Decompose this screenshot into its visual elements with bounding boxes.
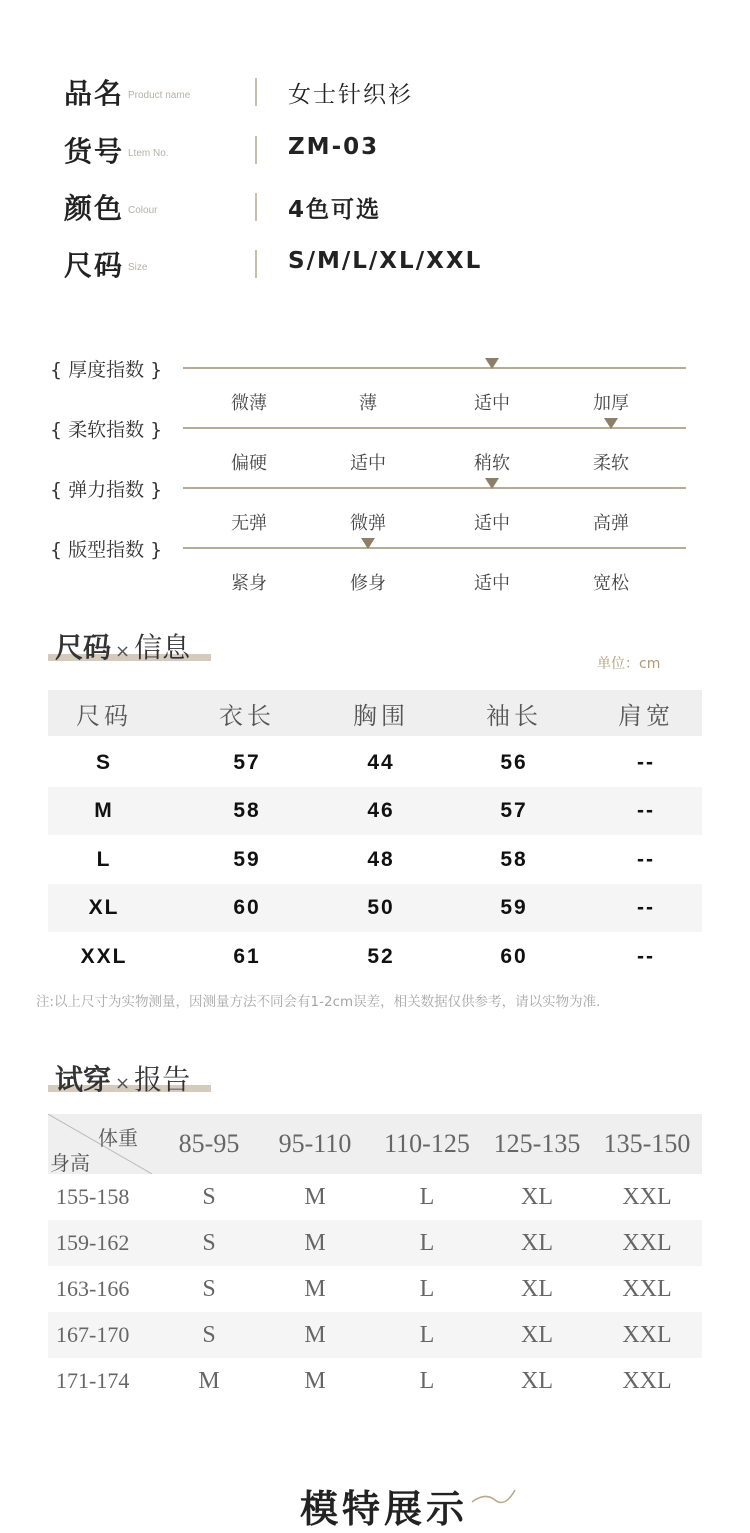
- table-cell: 56: [500, 751, 528, 774]
- weight-header: 85-95: [178, 1129, 240, 1158]
- index-row: [0, 415, 750, 475]
- table-cell: 61: [233, 945, 261, 968]
- table-cell: 58: [233, 799, 261, 822]
- index-marker-icon: [485, 358, 499, 369]
- info-row-colour: [0, 187, 750, 237]
- title-x: ×: [115, 641, 131, 662]
- size-cell: XXL: [622, 1275, 672, 1302]
- index-option: 微薄: [231, 393, 267, 414]
- height-cell: 167-170: [56, 1322, 130, 1347]
- index-option: 微弹: [350, 513, 386, 534]
- index-option: 高弹: [593, 513, 629, 534]
- index-row: [0, 475, 750, 535]
- info-row-item-no: [0, 130, 750, 180]
- info-label-en: Product name: [128, 90, 191, 101]
- index-option: 无弹: [231, 513, 267, 534]
- size-cell: S: [202, 1321, 216, 1348]
- table-cell: 58: [500, 848, 528, 871]
- divider: [255, 136, 257, 164]
- info-value: 4色可选: [288, 197, 382, 223]
- height-cell: 159-162: [56, 1230, 130, 1255]
- table-cell: 46: [367, 799, 395, 822]
- index-option: 修身: [350, 573, 386, 594]
- index-marker-icon: [361, 538, 375, 549]
- info-label: 货号: [64, 135, 125, 168]
- size-cell: L: [419, 1367, 435, 1394]
- table-cell: 52: [367, 945, 395, 968]
- unit-label: 单位：cm: [597, 656, 661, 672]
- table-cell: 60: [500, 945, 528, 968]
- table-cell: --: [637, 896, 655, 919]
- size-cell: XXL: [622, 1321, 672, 1348]
- size-cell: L: [419, 1183, 435, 1210]
- table-cell: 60: [233, 896, 261, 919]
- table-row: [48, 1312, 702, 1358]
- table-row: [48, 933, 702, 981]
- size-cell: S: [202, 1183, 216, 1210]
- column-header: 尺码: [76, 701, 132, 730]
- table-row: [48, 787, 702, 835]
- title-x: ×: [115, 1073, 131, 1094]
- index-marker-icon: [604, 418, 618, 429]
- index-option: 稍软: [474, 453, 510, 474]
- info-label: 颜色: [64, 192, 125, 225]
- size-cell: S: [202, 1275, 216, 1302]
- divider: [255, 78, 257, 106]
- size-cell: M: [304, 1183, 326, 1210]
- weight-header: 135-150: [603, 1129, 691, 1158]
- size-section-title: [55, 626, 190, 666]
- table-cell: --: [637, 799, 655, 822]
- index-option: 紧身: [231, 573, 267, 594]
- trial-section-title: [55, 1058, 190, 1098]
- table-cell: XL: [88, 896, 120, 919]
- index-scale-line: [183, 367, 686, 369]
- weight-header: 110-125: [384, 1129, 470, 1158]
- size-cell: L: [419, 1321, 435, 1348]
- table-cell: XXL: [80, 945, 128, 968]
- table-cell: --: [637, 848, 655, 871]
- size-cell: L: [419, 1275, 435, 1302]
- column-header: 衣长: [219, 701, 275, 730]
- size-cell: XL: [521, 1183, 553, 1210]
- table-cell: 48: [367, 848, 395, 871]
- index-option: 偏硬: [231, 453, 267, 474]
- column-header: 袖长: [486, 701, 542, 730]
- table-cell: 59: [500, 896, 528, 919]
- info-label-en: Colour: [128, 205, 158, 216]
- table-cell: 57: [500, 799, 528, 822]
- size-cell: L: [419, 1229, 435, 1256]
- info-value: 女士针织衫: [288, 82, 413, 108]
- trial-table-header: [48, 1114, 702, 1174]
- table-cell: --: [637, 945, 655, 968]
- index-label: { 版型指数 }: [50, 539, 163, 561]
- table-cell: S: [95, 751, 112, 774]
- size-cell: XL: [521, 1367, 553, 1394]
- title-part: 试穿: [55, 1063, 112, 1096]
- table-row: [48, 739, 702, 787]
- table-cell: 59: [233, 848, 261, 871]
- index-marker-icon: [485, 478, 499, 489]
- index-option: 加厚: [593, 393, 629, 414]
- index-option: 宽松: [593, 573, 629, 594]
- divider: [255, 250, 257, 278]
- size-cell: XL: [521, 1229, 553, 1256]
- table-row: [48, 1220, 702, 1266]
- height-cell: 171-174: [56, 1368, 130, 1393]
- height-cell: 155-158: [56, 1184, 130, 1209]
- info-label-en: Size: [128, 262, 148, 273]
- table-row: [48, 884, 702, 932]
- column-header: 肩宽: [618, 701, 674, 730]
- height-cell: 163-166: [56, 1276, 130, 1301]
- size-cell: XXL: [622, 1183, 672, 1210]
- index-option: 薄: [359, 393, 377, 414]
- index-option: 适中: [474, 393, 510, 414]
- index-row: [0, 535, 750, 595]
- title-part: 报告: [134, 1063, 191, 1096]
- info-row-name: [0, 72, 750, 122]
- size-cell: XL: [521, 1275, 553, 1302]
- table-cell: 57: [233, 751, 261, 774]
- size-cell: S: [202, 1229, 216, 1256]
- divider: [255, 193, 257, 221]
- size-cell: XL: [521, 1321, 553, 1348]
- size-table-header: [48, 690, 702, 736]
- table-cell: M: [94, 799, 114, 822]
- table-cell: 50: [367, 896, 395, 919]
- table-row: [48, 836, 702, 884]
- table-cell: L: [96, 848, 112, 871]
- size-cell: M: [304, 1275, 326, 1302]
- table-row: [48, 1358, 702, 1404]
- info-value: ZM-03: [288, 134, 380, 160]
- info-label-en: Ltem No.: [128, 148, 169, 159]
- index-label: { 弹力指数 }: [50, 479, 163, 501]
- corner-weight-label: 体重: [98, 1126, 138, 1150]
- info-row-size: [0, 244, 750, 294]
- info-label: 品名: [64, 77, 125, 110]
- index-option: 适中: [474, 513, 510, 534]
- index-label: { 厚度指数 }: [50, 359, 163, 381]
- weight-header: 125-135: [493, 1129, 581, 1158]
- model-section-title: 模特展示: [300, 1487, 469, 1531]
- size-cell: XXL: [622, 1229, 672, 1256]
- index-scale-line: [183, 487, 686, 489]
- size-cell: M: [198, 1367, 220, 1394]
- index-option: 柔软: [593, 453, 629, 474]
- table-row: [48, 1266, 702, 1312]
- column-header: 胸围: [353, 701, 409, 730]
- title-part: 尺码: [55, 631, 112, 664]
- weight-header: 95-110: [278, 1129, 352, 1158]
- size-note: 注:以上尺寸为实物测量，因测量方法不同会有1-2cm误差，相关数据仅供参考，请以实物为准.: [36, 994, 601, 1010]
- corner-height-label: 身高: [50, 1151, 90, 1175]
- table-cell: --: [637, 751, 655, 774]
- size-cell: M: [304, 1229, 326, 1256]
- index-option: 适中: [474, 573, 510, 594]
- corner-cell: [48, 1114, 152, 1174]
- decorative-script: [470, 1484, 530, 1504]
- size-cell: M: [304, 1367, 326, 1394]
- info-value: S/M/L/XL/XXL: [288, 248, 483, 274]
- size-cell: M: [304, 1321, 326, 1348]
- index-scale-line: [183, 547, 686, 549]
- index-option: 适中: [350, 453, 386, 474]
- title-part: 信息: [134, 631, 191, 664]
- index-label: { 柔软指数 }: [50, 419, 163, 441]
- info-label: 尺码: [64, 249, 125, 282]
- size-cell: XXL: [622, 1367, 672, 1394]
- table-cell: 44: [367, 751, 395, 774]
- table-row: [48, 1174, 702, 1220]
- index-row: [0, 355, 750, 415]
